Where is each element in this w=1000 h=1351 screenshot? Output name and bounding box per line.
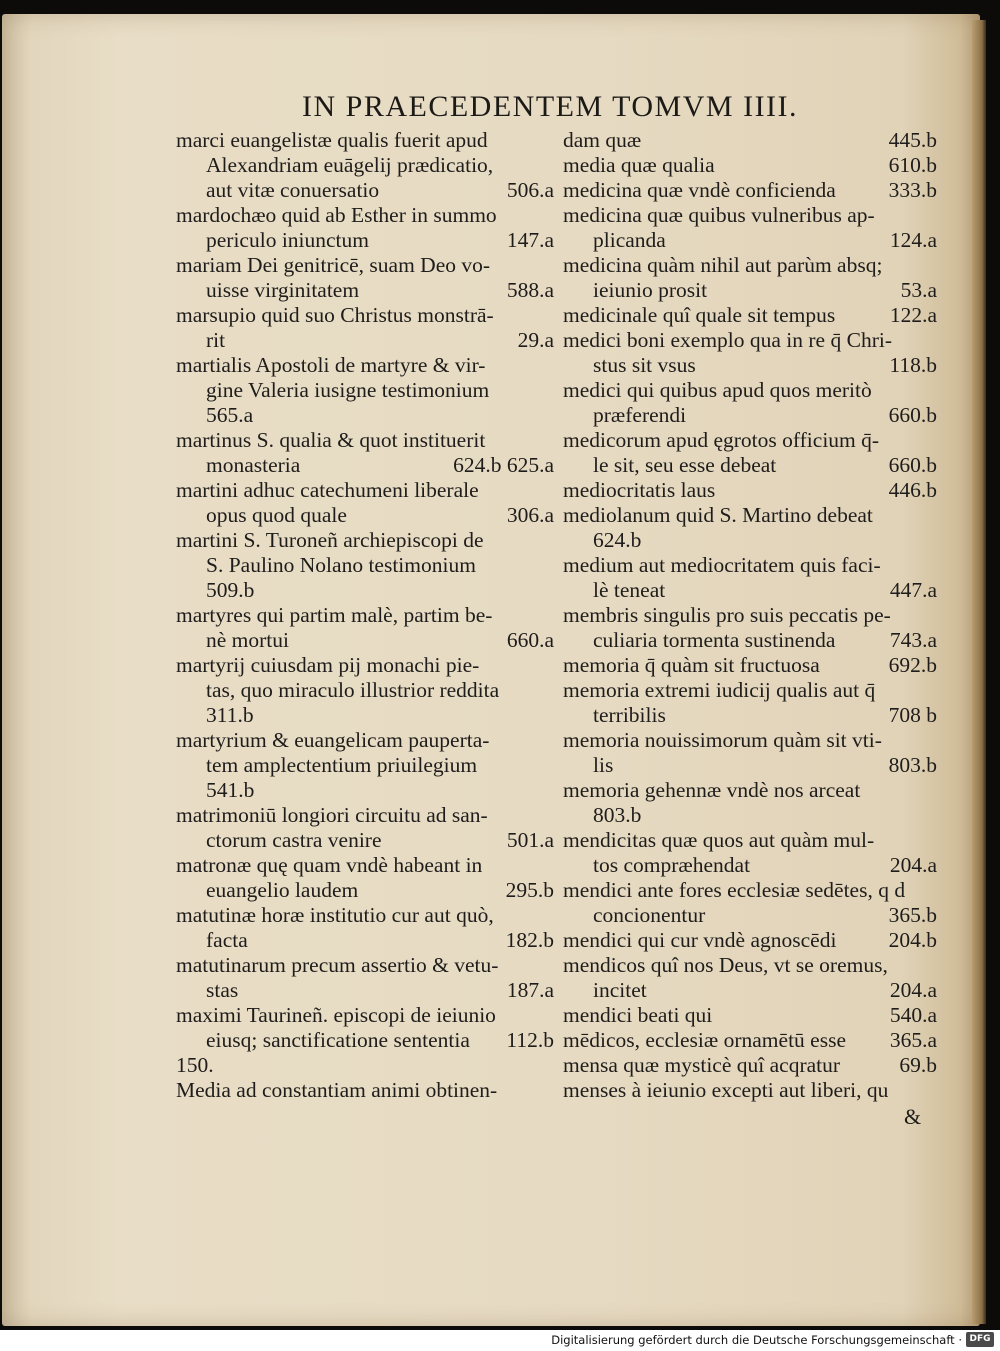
entry-line-with-page-ref <box>563 978 937 1003</box>
page-reference: 29.a <box>517 328 554 352</box>
index-entry <box>563 953 937 1003</box>
entry-line-with-page-ref <box>563 628 937 653</box>
entry-line-with-page-ref <box>563 928 937 953</box>
page-reference: 124.a <box>889 228 937 252</box>
page-reference: 446.b <box>888 478 937 502</box>
entry-line-with-page-ref <box>176 628 554 653</box>
entry-text: euangelio laudem <box>206 878 359 902</box>
entry-text: eiusq; sanctificatione sententia <box>206 1028 470 1052</box>
entry-line: martini adhuc catechumeni liberale <box>176 478 479 502</box>
entry-line: marci euangelistæ qualis fuerit apud <box>176 128 488 152</box>
entry-text: ctorum castra venire <box>206 828 382 852</box>
entry-line-with-page-ref <box>176 878 554 903</box>
entry-line: matutinarum precum assertio & vetu- <box>176 953 499 977</box>
entry-text: nè mortui <box>206 628 289 652</box>
page-reference: 660.b <box>888 403 937 427</box>
entry-line-with-page-ref <box>176 328 554 353</box>
index-column-right <box>563 128 937 1103</box>
page-reference: 182.b <box>505 928 554 952</box>
entry-text: media quæ qualia <box>563 153 715 177</box>
entry-line: mendicitas quæ quos aut quàm mul- <box>563 828 875 852</box>
entry-line: 803.b <box>593 803 642 827</box>
entry-text: terribilis <box>593 703 666 727</box>
entry-line: martialis Apostoli de martyre & vir- <box>176 353 486 377</box>
entry-text: facta <box>206 928 248 952</box>
index-entry <box>563 728 937 778</box>
entry-text: mendici qui cur vndè agnoscēdi <box>563 928 837 952</box>
index-entry <box>176 1078 554 1103</box>
entry-line: mediolanum quid S. Martino debeat <box>563 503 873 527</box>
page-reference: 306.a <box>506 503 554 527</box>
entry-line-with-page-ref <box>563 128 937 153</box>
entry-line: medium aut mediocritatem quis faci- <box>563 553 881 577</box>
entry-text: rit <box>206 328 226 352</box>
entry-line: tem amplectentium priuilegium <box>206 753 478 777</box>
index-entry <box>176 853 554 903</box>
page-reference: 743.a <box>889 628 937 652</box>
entry-line: menses à ieiunio excepti aut liberi, qu <box>563 1078 889 1102</box>
entry-line-with-page-ref <box>563 403 937 428</box>
entry-text: tos compræhendat <box>593 853 751 877</box>
page-reference: 204.b <box>888 928 937 952</box>
entry-line-with-page-ref <box>563 453 937 478</box>
index-entry <box>563 778 937 828</box>
entry-line: Alexandriam euāgelij prædicatio, <box>206 153 494 177</box>
entry-line-with-page-ref <box>563 903 937 928</box>
entry-line: tas, quo miraculo illustrior reddita <box>206 678 500 702</box>
page-reference: 660.a <box>506 628 554 652</box>
entry-line: matronæ quę quam vndè habeant in <box>176 853 483 877</box>
page-reference: 447.a <box>889 578 937 602</box>
page-reference: 506.a <box>506 178 554 202</box>
index-entry <box>176 353 554 428</box>
entry-line-with-page-ref <box>176 978 554 1003</box>
entry-line: medici boni exemplo qua in re q̄ Chri- <box>563 328 892 352</box>
entry-line: martyrij cuiusdam pij monachi pie- <box>176 653 480 677</box>
index-entry <box>563 428 937 478</box>
page-reference: 540.a <box>889 1003 937 1027</box>
index-entry <box>563 203 937 253</box>
index-entry <box>563 378 937 428</box>
entry-line: 311.b <box>206 703 254 727</box>
index-entry <box>563 153 937 178</box>
entry-line-with-page-ref <box>176 278 554 303</box>
page-reference: 204.a <box>889 853 937 877</box>
entry-line: martini S. Turoneñ archiepiscopi de <box>176 528 484 552</box>
entry-text: medicinale quî quale sit tempus <box>563 303 836 327</box>
entry-text: lè teneat <box>593 578 666 602</box>
page-reference: 204.a <box>889 978 937 1002</box>
index-entry <box>176 203 554 253</box>
page-reference: 588.a <box>506 278 554 302</box>
entry-line: martyres qui partim malè, partim be- <box>176 603 493 627</box>
index-entry <box>563 1078 937 1103</box>
page-reference: 708 b <box>888 703 937 727</box>
index-entry <box>563 328 937 378</box>
index-entry <box>176 428 554 478</box>
index-entry <box>176 528 554 603</box>
entry-text: concionentur <box>593 903 706 927</box>
entry-text: mensa quæ mysticè quî acqratur <box>563 1053 841 1077</box>
index-entry <box>176 803 554 853</box>
index-column-left <box>176 128 554 1103</box>
entry-text: stus sit vsus <box>593 353 696 377</box>
digitization-footer <box>0 1330 1000 1351</box>
entry-line-with-page-ref <box>176 828 554 853</box>
entry-line-with-page-ref <box>563 753 937 778</box>
entry-line: marsupio quid suo Christus monstrā- <box>176 303 494 327</box>
index-entry <box>563 678 937 728</box>
entry-line: martinus S. qualia & quot instituerit <box>176 428 486 452</box>
entry-line: 541.b <box>206 778 255 802</box>
index-entry <box>563 503 937 553</box>
index-entry <box>563 878 937 928</box>
entry-line: mendicos quî nos Deus, vt se oremus, <box>563 953 888 977</box>
index-entry <box>563 828 937 878</box>
entry-line: matutinæ horæ institutio cur aut quò, <box>176 903 494 927</box>
entry-text: le sit, seu esse debeat <box>593 453 777 477</box>
entry-text: opus quod quale <box>206 503 347 527</box>
page-reference: 118.b <box>889 353 937 377</box>
entry-line-with-page-ref <box>563 303 937 328</box>
entry-line: mardochæo quid ab Esther in summo <box>176 203 497 227</box>
index-entry <box>563 303 937 328</box>
entry-line: 624.b <box>593 528 642 552</box>
book-page <box>2 14 980 1326</box>
index-entry <box>176 253 554 303</box>
entry-line: mendici ante fores ecclesiæ sedētes, q d <box>563 878 906 902</box>
entry-text: plicanda <box>593 228 666 252</box>
entry-line: S. Paulino Nolano testimonium <box>206 553 476 577</box>
dfg-logo: DFG <box>966 1332 994 1347</box>
page-reference: 147.a <box>506 228 554 252</box>
index-entry <box>563 1003 937 1028</box>
page-reference: 692.b <box>888 653 937 677</box>
entry-line-with-page-ref <box>563 853 937 878</box>
page-reference: 624.b 625.a <box>453 453 554 477</box>
page-reference: 803.b <box>888 753 937 777</box>
index-entry <box>563 128 937 153</box>
entry-text: incitet <box>593 978 647 1002</box>
page-reference: 295.b <box>505 878 554 902</box>
entry-line-with-page-ref <box>176 503 554 528</box>
entry-line: memoria extremi iudicij qualis aut q̄ <box>563 678 876 702</box>
entry-line-with-page-ref <box>563 1003 937 1028</box>
entry-text: periculo iniunctum <box>206 228 370 252</box>
entry-line-with-page-ref <box>563 653 937 678</box>
entry-line-with-page-ref <box>176 1028 554 1053</box>
index-entry <box>563 553 937 603</box>
entry-text: monasteria <box>206 453 301 477</box>
entry-text: stas <box>206 978 239 1002</box>
entry-line: 150. <box>176 1053 214 1077</box>
index-entry <box>563 1028 937 1053</box>
funding-credit: Digitalisierung gefördert durch die Deutsche Forschungsgemeinschaft · <box>551 1333 962 1347</box>
index-entry <box>176 728 554 803</box>
index-entry <box>176 603 554 653</box>
page-reference: 365.a <box>889 1028 937 1052</box>
index-entry <box>176 1003 554 1053</box>
entry-line-with-page-ref <box>563 353 937 378</box>
entry-text: uisse virginitatem <box>206 278 360 302</box>
index-entry <box>176 903 554 953</box>
entry-line: 565.a <box>206 403 254 427</box>
page-reference: 333.b <box>888 178 937 202</box>
entry-line-with-page-ref <box>563 153 937 178</box>
entry-line: memoria gehennæ vndè nos arceat <box>563 778 861 802</box>
entry-line-with-page-ref <box>563 278 937 303</box>
page-reference: 610.b <box>888 153 937 177</box>
page-reference: 112.b <box>506 1028 554 1052</box>
entry-line: matrimoniū longiori circuitu ad san- <box>176 803 488 827</box>
page-reference: 53.a <box>900 278 937 302</box>
entry-line: medici qui quibus apud quos meritò <box>563 378 872 402</box>
page-reference: 69.b <box>899 1053 937 1077</box>
entry-text: mendici beati qui <box>563 1003 713 1027</box>
entry-line: medicorum apud ęgrotos officium q̄- <box>563 428 880 452</box>
index-entry <box>563 478 937 503</box>
page-reference: 122.a <box>889 303 937 327</box>
index-entry <box>176 128 554 203</box>
entry-line-with-page-ref <box>563 228 937 253</box>
entry-text: mediocritatis laus <box>563 478 716 502</box>
entry-text: lis <box>593 753 614 777</box>
entry-text: mēdicos, ecclesiæ ornamētū esse <box>563 1028 846 1052</box>
catchword: & <box>904 1104 922 1129</box>
index-entry <box>176 1053 554 1078</box>
entry-line-with-page-ref <box>563 703 937 728</box>
entry-line: medicina quàm nihil aut parùm absq; <box>563 253 883 277</box>
index-entry <box>563 1053 937 1078</box>
entry-text: medicina quæ vndè conficienda <box>563 178 836 202</box>
index-entry <box>563 178 937 203</box>
entry-line: membris singulis pro suis peccatis pe- <box>563 603 891 627</box>
entry-line-with-page-ref <box>176 178 554 203</box>
entry-text: culiaria tormenta sustinenda <box>593 628 836 652</box>
index-entry <box>563 653 937 678</box>
entry-line: maximi Taurineñ. episcopi de ieiunio <box>176 1003 496 1027</box>
index-entry <box>176 953 554 1003</box>
index-entry <box>176 478 554 528</box>
page-reference: 501.a <box>506 828 554 852</box>
entry-line: gine Valeria iusigne testimonium <box>206 378 490 402</box>
index-entry <box>563 603 937 653</box>
index-entry <box>176 653 554 728</box>
entry-text: aut vitæ conuersatio <box>206 178 380 202</box>
entry-line: memoria nouissimorum quàm sit vti- <box>563 728 882 752</box>
entry-line: medicina quæ quibus vulneribus ap- <box>563 203 875 227</box>
entry-line-with-page-ref <box>563 578 937 603</box>
entry-line-with-page-ref <box>563 178 937 203</box>
entry-text: ieiunio prosit <box>593 278 708 302</box>
entry-line: 509.b <box>206 578 255 602</box>
entry-line-with-page-ref <box>563 478 937 503</box>
entry-text: præferendi <box>593 403 687 427</box>
entry-line: martyrium & euangelicam pauperta- <box>176 728 490 752</box>
page-reference: 187.a <box>506 978 554 1002</box>
entry-line-with-page-ref <box>176 228 554 253</box>
entry-line: Media ad constantiam animi obtinen- <box>176 1078 498 1102</box>
entry-line-with-page-ref <box>176 928 554 953</box>
running-title: IN PRAECEDENTEM TOMVM IIII. <box>302 90 799 123</box>
entry-text: dam quæ <box>563 128 642 152</box>
page-reference: 445.b <box>888 128 937 152</box>
index-entry <box>563 928 937 953</box>
index-entry <box>563 253 937 303</box>
entry-line-with-page-ref <box>176 453 554 478</box>
page-reference: 660.b <box>888 453 937 477</box>
page-edge <box>972 20 986 1324</box>
entry-text: memoria q̄ quàm sit fructuosa <box>563 653 820 677</box>
index-entry <box>176 303 554 353</box>
entry-line-with-page-ref <box>563 1028 937 1053</box>
page-reference: 365.b <box>888 903 937 927</box>
entry-line-with-page-ref <box>563 1053 937 1078</box>
entry-line: mariam Dei genitricē, suam Deo vo- <box>176 253 491 277</box>
